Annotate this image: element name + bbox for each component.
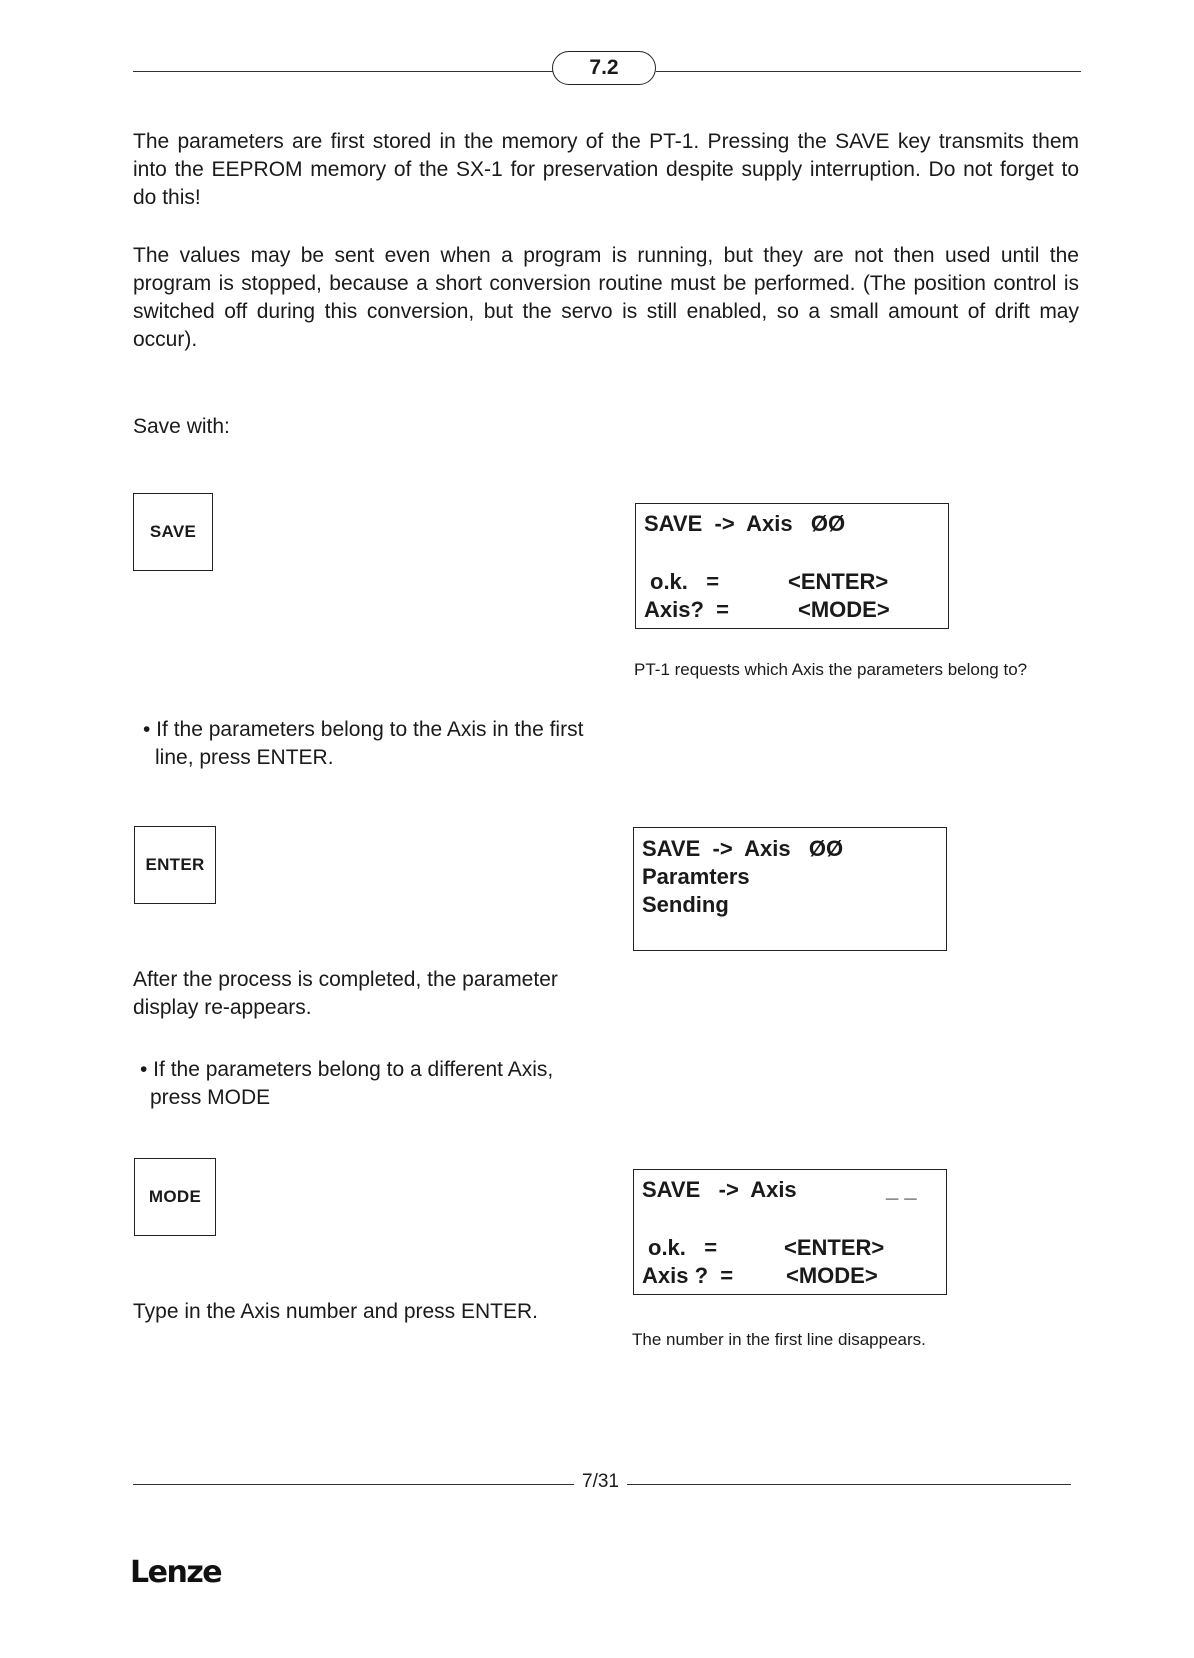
section-number: 7.2 (552, 51, 656, 85)
caption-number-disappears: The number in the first line disappears. (632, 1330, 926, 1349)
header-rule-left (133, 71, 553, 72)
lcd2-line3: Sending (642, 892, 729, 917)
lcd3-line1: SAVE -> Axis (642, 1177, 797, 1202)
mode-key: MODE (134, 1158, 216, 1236)
lcd-display-axis-entry (633, 1169, 947, 1295)
caption-axis-request: PT-1 requests which Axis the parameters belong to? (634, 660, 1028, 679)
type-in-text: Type in the Axis number and press ENTER. (133, 1300, 539, 1323)
lcd1-line4-left: Axis? = (644, 597, 729, 622)
lcd1-line3-right: <ENTER> (788, 569, 889, 594)
lenze-logo: Lenze (130, 1555, 222, 1590)
paragraph-save-key: The parameters are first stored in the memory of the PT-1. Pressing the SAVE key transmits them into the EEPROM memory of the SX-1 for preservation despite supply interruption. Do not forget to do this! (133, 130, 1079, 209)
lcd-display-sending (633, 827, 947, 951)
lcd-display-save-request (635, 503, 949, 629)
lcd2-line1: SAVE -> Axis ØØ (642, 836, 844, 861)
save-with-label: Save with: (133, 415, 230, 438)
header-rule-right (656, 71, 1081, 72)
bullet-different-axis: • If the parameters belong to a different Axis, press MODE (140, 1058, 554, 1109)
after-process-text: After the process is completed, the parameter display re-appears. (133, 968, 558, 1019)
save-key: SAVE (133, 493, 213, 571)
lcd2-line2: Paramters (642, 864, 750, 889)
lcd1-line3-left: o.k. = (650, 569, 720, 594)
paragraph-running-program: The values may be sent even when a program is running, but they are not then used until the program is stopped, because a short conversion routine must be performed. (The position control is switched off during this conversion, but the servo is still enabled, so a small amount of drift may occur). (133, 244, 1079, 351)
enter-key: ENTER (134, 826, 216, 904)
lcd1-line1: SAVE -> Axis ØØ (644, 511, 846, 536)
lcd1-line4-right: <MODE> (798, 597, 890, 622)
lcd3-line4-left: Axis ? = (642, 1263, 734, 1288)
lcd3-line3-right: <ENTER> (784, 1235, 885, 1260)
lcd3-line3-left: o.k. = (648, 1235, 718, 1260)
lcd3-line1-right: _ _ (886, 1177, 917, 1202)
lcd3-line4-right: <MODE> (786, 1263, 878, 1288)
bullet-same-axis: • If the parameters belong to the Axis in the first line, press ENTER. (143, 718, 584, 769)
page-number: 7/31 (574, 1471, 627, 1493)
